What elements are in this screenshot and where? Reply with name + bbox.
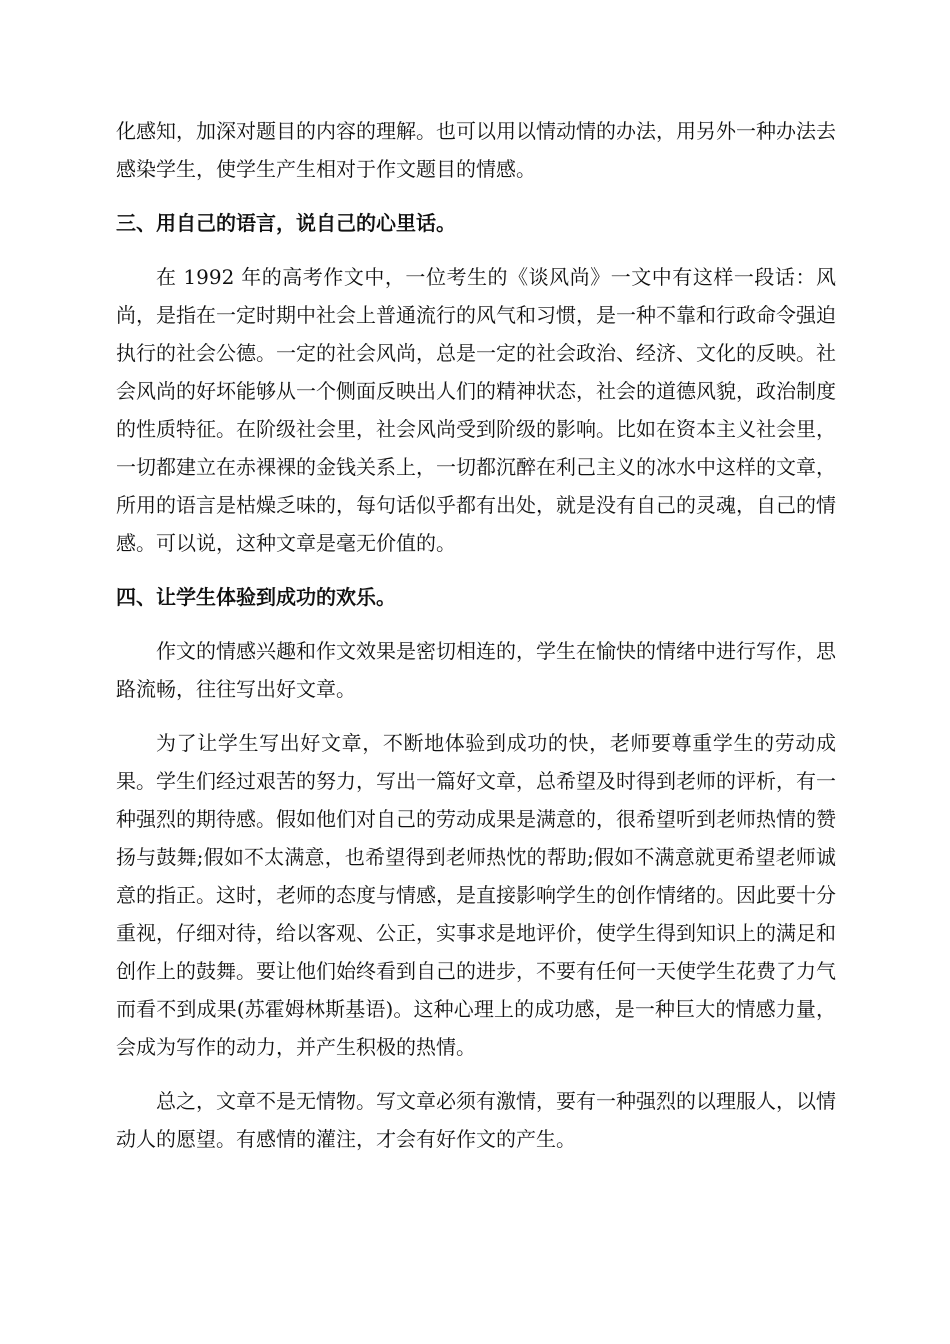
document-page xyxy=(116,112,836,1174)
section-heading-3: 三、用自己的语言，说自己的心里话。 xyxy=(116,211,456,235)
paragraph-conclusion: 总之，文章不是无情物。写文章必须有激情，要有一种强烈的以理服人，以情动人的愿望。有感情的灌注，才会有好作文的产生。 xyxy=(116,1089,836,1151)
paragraph-success: 为了让学生写出好文章，不断地体验到成功的快，老师要尊重学生的劳动成果。学生们经过艰苦的努力，写出一篇好文章，总希望及时得到老师的评析，有一种强烈的期待感。假如他们对自己的劳动成果是满意的，很希望听到老师热情的赞扬与鼓舞;假如不太满意，也希望得到老师热忱的帮助;假如不满意就更希望老师诚意的指正。这时，老师的态度与情感，是直接影响学生的创作情绪的。因此要十分重视，仔细对待，给以客观、公正，实事求是地评价，使学生得到知识上的满足和创作上的鼓舞。要让他们始终看到自己的进步，不要有任何一天使学生花费了力气而看不到成果(苏霍姆林斯基语)。这种心理上的成功感，是一种巨大的情感力量，会成为写作的动力，并产生积极的热情。 xyxy=(116,731,836,1059)
paragraph-continuation: 化感知，加深对题目的内容的理解。也可以用以情动情的办法，用另外一种办法去感染学生，使学生产生相对于作文题目的情感。 xyxy=(116,119,836,181)
paragraph-interest: 作文的情感兴趣和作文效果是密切相连的，学生在愉快的情绪中进行写作，思路流畅，往往写出好文章。 xyxy=(116,639,836,701)
paragraph-example: 在 1992 年的高考作文中，一位考生的《谈风尚》一文中有这样一段话：风尚，是指在一定时期中社会上普通流行的风气和习惯，是一种不靠和行政命令强迫执行的社会公德。一定的社会风尚，总是一定的社会政治、经济、文化的反映。社会风尚的好坏能够从一个侧面反映出人们的精神状态，社会的道德风貌，政治制度的性质特征。在阶级社会里，社会风尚受到阶级的影响。比如在资本主义社会里，一切都建立在赤裸裸的金钱关系上，一切都沉醉在利己主义的冰水中这样的文章，所用的语言是枯燥乏味的，每句话似乎都有出处，就是没有自己的灵魂，自己的情感。可以说，这种文章是毫无价值的。 xyxy=(116,265,836,555)
section-heading-4: 四、让学生体验到成功的欢乐。 xyxy=(116,585,396,609)
